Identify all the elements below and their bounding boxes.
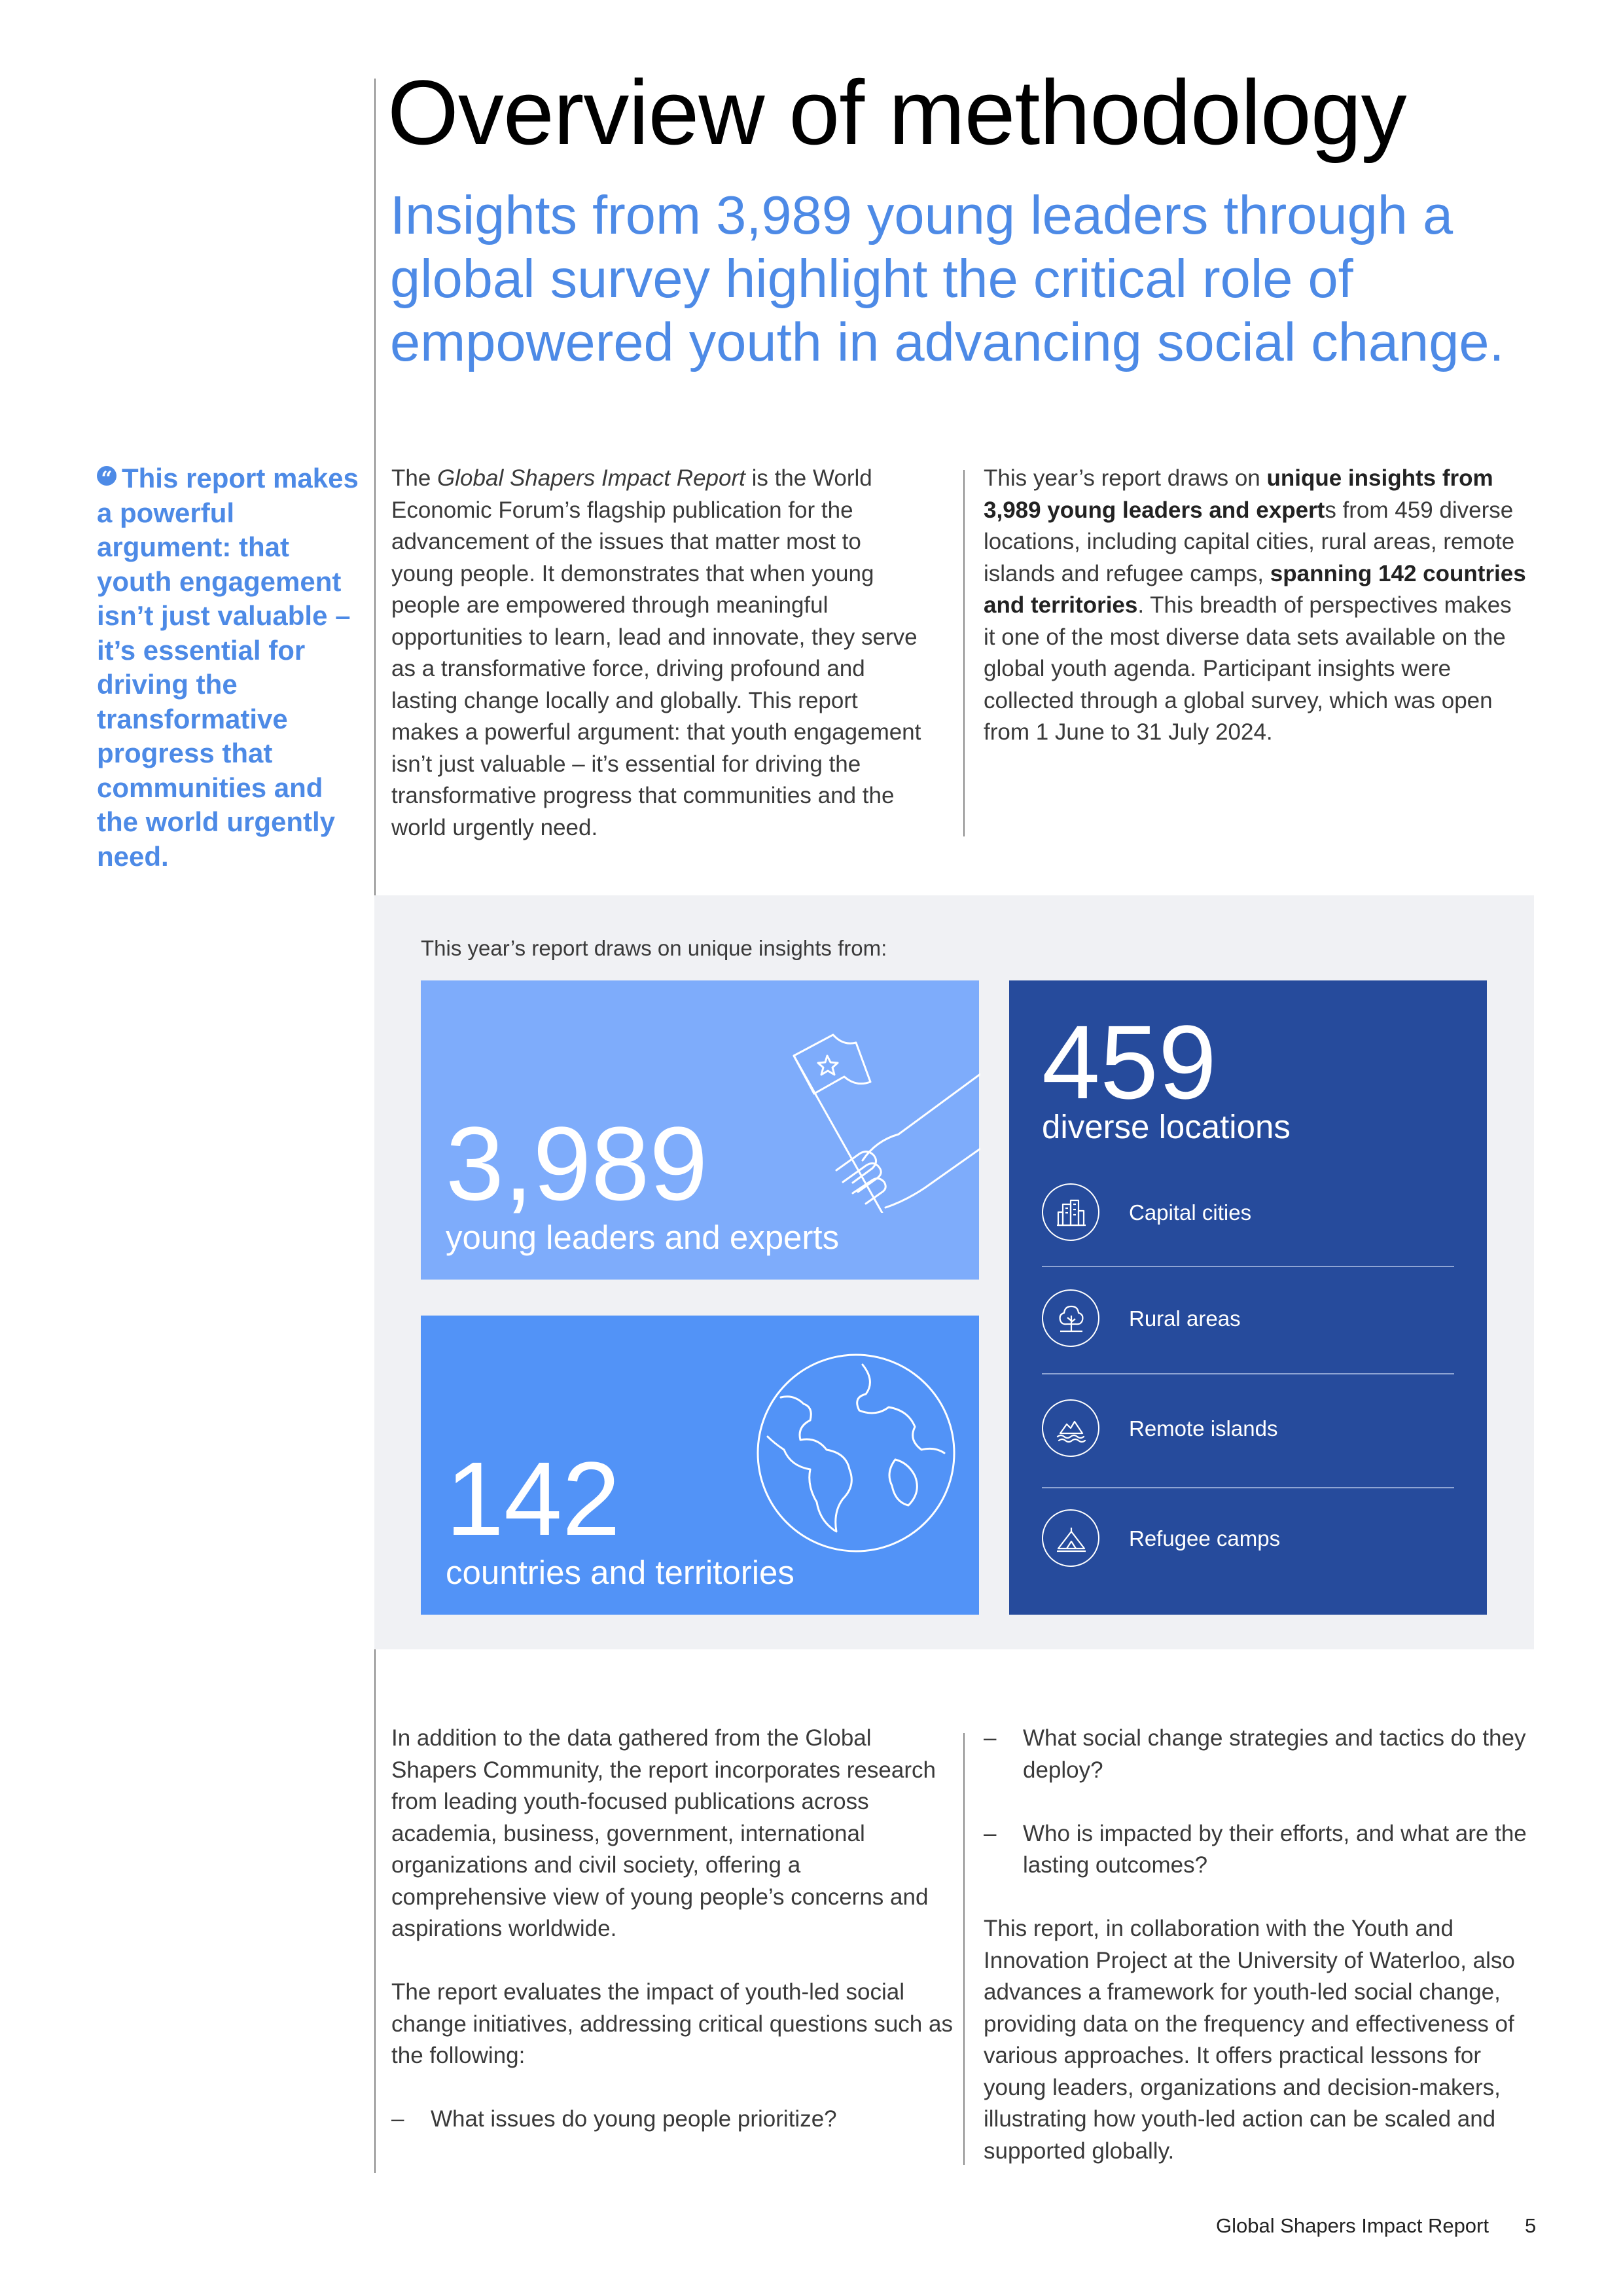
pull-quote <box>97 461 365 874</box>
location-divider <box>1042 1373 1454 1374</box>
lower-right-column <box>984 1723 1533 2167</box>
locations-label: diverse locations <box>1042 1108 1291 1145</box>
question-list-item: – What social change strategies and tactics do they deploy? <box>984 1723 1533 1786</box>
footer-report-name: Global Shapers Impact Report <box>1216 2214 1489 2237</box>
research-paragraph: In addition to the data gathered from the Global Shapers Community, the report incorporates research from leading youth-focused publications across academia, business, government, international organizations and civil society, offering a comprehensive view of young people’s concerns and aspirations worldwide. <box>391 1725 936 1941</box>
intro-paragraph-right: This year’s report draws on unique insights from 3,989 young leaders and experts from 459 diverse locations, including capital cities, rural areas, remote islands and refugee camps, spanning 142 countries and territories. This breadth of perspectives makes it one of the most diverse data sets available on the global youth agenda. Participant insights were collected through a global survey, which was open from 1 June to 31 July 2024. <box>984 465 1526 745</box>
countries-label: countries and territories <box>446 1554 794 1591</box>
question-list-item: – Who is impacted by their efforts, and what are the lasting outcomes? <box>984 1818 1533 1882</box>
page-title: Overview of methodology <box>387 61 1406 164</box>
location-item-rural-areas <box>1042 1289 1454 1348</box>
city-buildings-icon <box>1042 1183 1099 1241</box>
question-list-item: – What issues do young people prioritize? <box>391 2104 954 2136</box>
left-margin-rule-top <box>374 79 376 895</box>
lower-left-column <box>391 1723 954 2136</box>
quote-icon: “ <box>97 466 116 486</box>
hand-flag-icon <box>771 1016 980 1213</box>
page-number: 5 <box>1525 2214 1537 2237</box>
location-label: Refugee camps <box>1129 1526 1281 1551</box>
globe-icon <box>755 1352 957 1554</box>
location-label: Capital cities <box>1129 1200 1252 1225</box>
evaluation-paragraph: The report evaluates the impact of youth-led social change initiatives, addressing critical questions such as the following: <box>391 1979 953 2068</box>
stat-card-locations <box>1009 980 1487 1615</box>
trees-icon <box>1042 1289 1099 1347</box>
collaboration-paragraph: This report, in collaboration with the Youth and Innovation Project at the University of Waterloo, also advances a framework for youth-led social change, providing data on the frequency and effectiveness of various approaches. It offers practical lessons for young leaders, organizations and decision-makers, illustrating how youth-led action can be scaled and supported globally. <box>984 1916 1515 2164</box>
location-label: Rural areas <box>1129 1306 1241 1331</box>
stat-card-shapers <box>421 980 979 1280</box>
location-item-remote-islands <box>1042 1399 1454 1458</box>
page-subtitle: Insights from 3,989 young leaders through a global survey highlight the critical role of empowered youth in advancing social change. <box>390 185 1505 372</box>
column-rule-bottom <box>963 1733 965 2165</box>
intro-paragraph-left: The Global Shapers Impact Report is the World Economic Forum’s flagship publication for the advancement of the issues that matter most to young people. It demonstrates that when young people are empowered through meaningful opportunities to learn, lead and innovate, they serve as a transformative force, driving profound and lasting change locally and globally. This report makes a powerful argument: that youth engagement isn’t just valuable – it’s essential for driving the transformative progress that communities and the world urgently need. <box>391 465 921 840</box>
location-divider <box>1042 1487 1454 1488</box>
location-item-capital-cities <box>1042 1183 1454 1242</box>
locations-count: 459 <box>1042 1003 1217 1121</box>
location-item-refugee-camps <box>1042 1509 1454 1568</box>
countries-count: 142 <box>446 1440 620 1557</box>
location-label: Remote islands <box>1129 1416 1278 1441</box>
location-divider <box>1042 1266 1454 1267</box>
tent-icon <box>1042 1509 1099 1567</box>
page-footer <box>1216 2214 1536 2238</box>
column-rule-top <box>963 470 965 836</box>
stat-card-countries <box>421 1316 979 1615</box>
shapers-count: 3,989 <box>446 1105 708 1222</box>
intro-right-column <box>984 463 1527 749</box>
island-icon <box>1042 1399 1099 1457</box>
left-margin-rule-bottom <box>374 1649 376 2173</box>
intro-left-column <box>391 463 928 844</box>
pull-quote-text: This report makes a powerful argument: that youth engagement isn’t just valuable – it’s essential for driving the transformative progress that communities and the world urgently need. <box>97 463 359 872</box>
shapers-label: young leaders and experts <box>446 1219 840 1256</box>
stats-caption: This year’s report draws on unique insights from: <box>421 936 887 960</box>
